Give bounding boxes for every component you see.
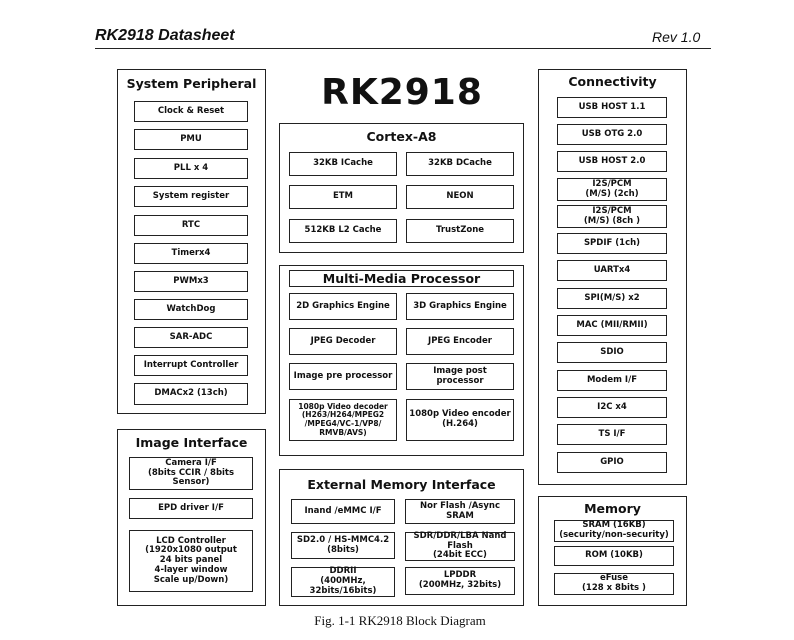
cortex-title: Cortex-A8 — [366, 129, 437, 144]
mem-item: SRAM (16KB) (security/non-security) — [554, 520, 674, 542]
sp-item: PLL x 4 — [134, 158, 248, 179]
sp-item: Timerx4 — [134, 243, 248, 264]
image-interface-group — [117, 429, 266, 606]
sp-item: PWMx3 — [134, 271, 248, 292]
conn-item: I2C x4 — [557, 397, 667, 418]
conn-item: Modem I/F — [557, 370, 667, 391]
cortex-item: 32KB DCache — [406, 152, 514, 176]
ext-memory-title: External Memory Interface — [307, 477, 496, 492]
conn-item: UARTx4 — [557, 260, 667, 281]
mm-item: JPEG Encoder — [406, 328, 514, 355]
ii-item: LCD Controller (1920x1080 output 24 bits panel 4-layer window Scale up/Down) — [129, 530, 253, 592]
conn-item: SPI(M/S) x2 — [557, 288, 667, 309]
mm-item: 1080p Video decoder (H263/H264/MPEG2 /MPEG4/VC-1/VP8/ RMVB/AVS) — [289, 399, 397, 441]
sp-item: Interrupt Controller — [134, 355, 248, 376]
sp-item: Clock & Reset — [134, 101, 248, 122]
conn-item: GPIO — [557, 452, 667, 473]
conn-item: MAC (MII/RMII) — [557, 315, 667, 336]
sp-item: RTC — [134, 215, 248, 236]
revision-label: Rev 1.0 — [652, 29, 701, 45]
ii-item: EPD driver I/F — [129, 498, 253, 519]
em-item: DDRII (400MHz, 32bits/16bits) — [291, 567, 395, 597]
system-peripheral-title: System Peripheral — [126, 76, 257, 91]
em-item: Nor Flash /Async SRAM — [405, 499, 515, 524]
conn-item: I2S/PCM (M/S) (2ch) — [557, 178, 667, 201]
em-item: LPDDR (200MHz, 32bits) — [405, 567, 515, 595]
conn-item: USB HOST 2.0 — [557, 151, 667, 172]
mm-item: Image pre processor — [289, 363, 397, 390]
conn-item: SDIO — [557, 342, 667, 363]
cortex-item: 512KB L2 Cache — [289, 219, 397, 243]
system-peripheral-group — [117, 69, 266, 414]
image-interface-title: Image Interface — [135, 435, 248, 450]
ii-item: Camera I/F (8bits CCIR / 8bits Sensor) — [129, 457, 253, 490]
sp-item: System register — [134, 186, 248, 207]
mm-item: 1080p Video encoder (H.264) — [406, 399, 514, 441]
cortex-item: ETM — [289, 185, 397, 209]
conn-item: TS I/F — [557, 424, 667, 445]
mem-item: ROM (10KB) — [554, 546, 674, 566]
sp-item: DMACx2 (13ch) — [134, 383, 248, 405]
conn-item: SPDIF (1ch) — [557, 233, 667, 254]
em-item: SD2.0 / HS-MMC4.2 (8bits) — [291, 532, 395, 559]
cortex-item: NEON — [406, 185, 514, 209]
mm-item: 3D Graphics Engine — [406, 293, 514, 320]
mem-item: eFuse (128 x 8bits ) — [554, 573, 674, 595]
connectivity-group — [538, 69, 687, 485]
sp-item: WatchDog — [134, 299, 248, 320]
multimedia-group — [279, 265, 524, 456]
multimedia-title: Multi-Media Processor — [289, 270, 514, 287]
mm-item: 2D Graphics Engine — [289, 293, 397, 320]
memory-group — [538, 496, 687, 606]
cortex-item: 32KB ICache — [289, 152, 397, 176]
mm-item: JPEG Decoder — [289, 328, 397, 355]
sp-item: PMU — [134, 129, 248, 150]
figure-caption: Fig. 1-1 RK2918 Block Diagram — [314, 613, 486, 628]
ext-memory-group — [279, 469, 524, 606]
mm-item: Image post processor — [406, 363, 514, 390]
conn-item: I2S/PCM (M/S) (8ch ) — [557, 205, 667, 228]
conn-item: USB OTG 2.0 — [557, 124, 667, 145]
sp-item: SAR-ADC — [134, 327, 248, 348]
em-item: Inand /eMMC I/F — [291, 499, 395, 524]
conn-item: USB HOST 1.1 — [557, 97, 667, 118]
document-title: RK2918 Datasheet — [95, 27, 235, 44]
chip-name: RK2918 — [321, 72, 483, 113]
connectivity-title: Connectivity — [568, 74, 657, 89]
em-item: SDR/DDR/LBA Nand Flash (24bit ECC) — [405, 532, 515, 561]
cortex-item: TrustZone — [406, 219, 514, 243]
memory-title: Memory — [584, 501, 641, 516]
cortex-group — [279, 123, 524, 253]
header-rule — [95, 48, 711, 49]
